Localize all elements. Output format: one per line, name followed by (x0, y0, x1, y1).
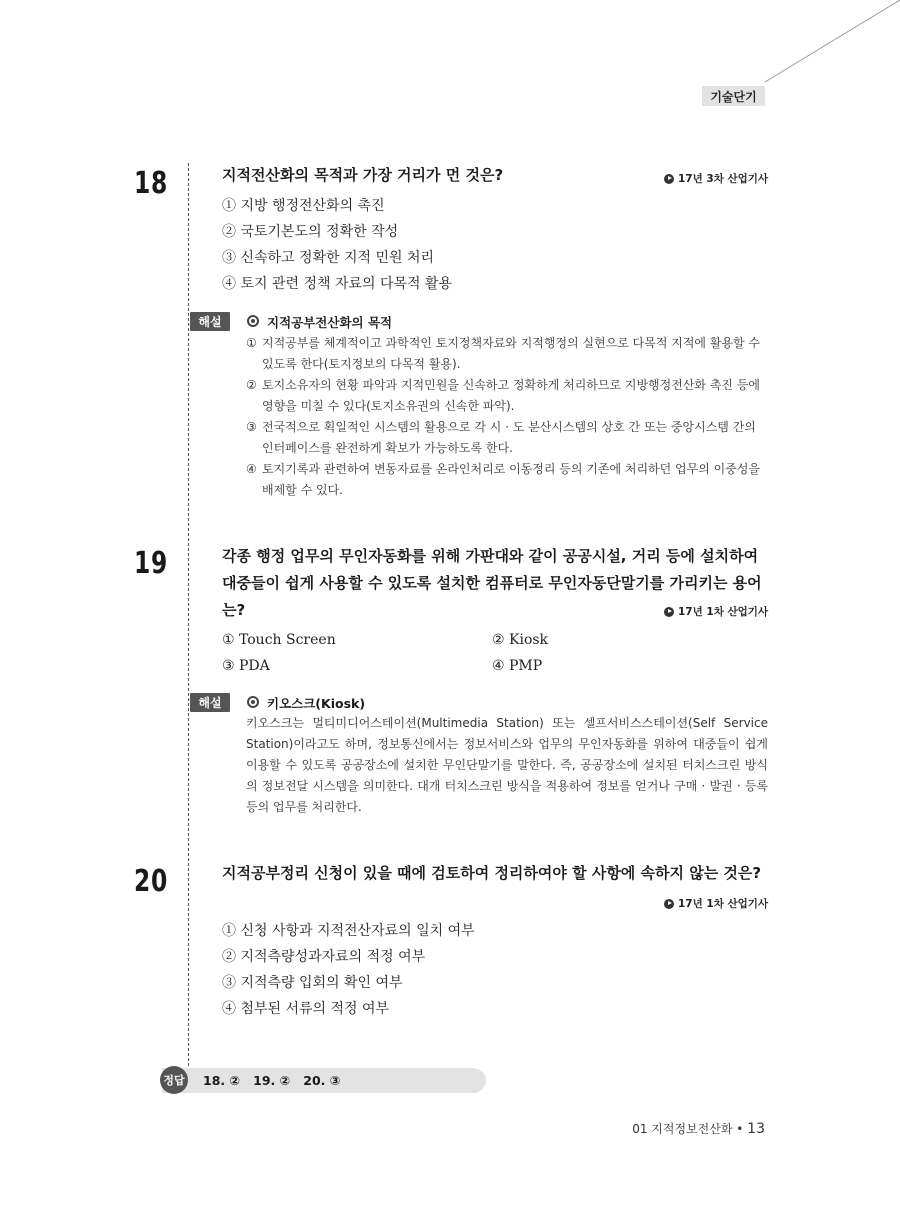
play-icon (664, 174, 674, 184)
option: ③ PDA (222, 658, 270, 674)
corner-decoration (0, 0, 900, 110)
option: ④ 토지 관련 정책 자료의 다목적 활용 (222, 276, 453, 292)
header-tab: 기술단기 (702, 86, 765, 106)
option: ② Kiosk (492, 632, 549, 648)
question-text: 지적공부정리 신청이 있을 때에 검토하여 정리하여야 할 사항에 속하지 않는 것은? (222, 864, 762, 882)
explanation-badge: 해설 (190, 312, 230, 331)
question-text: 각종 행정 업무의 무인자동화를 위해 가판대와 같이 공공시설, 거리 등에 설치하여 대중들이 쉽게 사용할 수 있도록 설치한 컴퓨터로 무인자동단말기를 가리키는 용어는? (222, 547, 762, 619)
option: ③ 신속하고 정확한 지적 민원 처리 (222, 250, 435, 266)
magnifier-icon (247, 315, 259, 327)
option: ① Touch Screen (222, 632, 336, 648)
option: ① 신청 사항과 지적전산자료의 일치 여부 (222, 923, 475, 939)
option: ② 지적측량성과자료의 적정 여부 (222, 949, 426, 965)
explanation-item: ④ 토지기록과 관련하여 변동자료를 온라인처리로 이동정리 등의 기존에 처리하던 업무의 이중성을 배제할 수 있다. (246, 462, 761, 497)
option: ④ PMP (492, 658, 543, 674)
answer-text: 18. ② 19. ② 20. ③ (203, 1073, 341, 1088)
chapter-title: 01 지적정보전산화 (632, 1122, 733, 1136)
play-icon (664, 899, 674, 909)
explanation-item: ② 토지소유자의 현황 파악과 지적민원을 신속하고 정확하게 처리하므로 지방행정전산화 촉진 등에 영향을 미칠 수 있다(토지소유권의 신속한 파악). (246, 378, 761, 413)
question-text: 지적전산화의 목적과 가장 거리가 먼 것은? (222, 166, 504, 184)
page-number: 13 (747, 1121, 765, 1137)
page-footer (632, 1120, 765, 1137)
explanation-paragraph: 키오스크는 멀티미디어스테이션(Multimedia Station) 또는 셀프서비스스테이션(Self Service Station)이라고도 하며, 정보통신에서는 정보서비스와 업무의 무인자동화를 위하여 대중들이 쉽게 이용할 수 있도록 공공장소에 설치한 무인단말기를 말한다. 즉, 공공장소에 설치된 터치스크린 방식의 정보전달 시스템을 의미한다. 대개 터치스크린 방식을 적용하여 정보를 얻거나 구매 · 발권 · 등록 등의 업무를 처리한다. (246, 716, 768, 814)
question-number: 20 (134, 864, 169, 899)
question-source: 17년 1차 산업기사 (664, 896, 768, 911)
question-number: 18 (134, 166, 169, 201)
option: ④ 첨부된 서류의 적정 여부 (222, 1001, 390, 1017)
explanation-item: ③ 전국적으로 획일적인 시스템의 활용으로 각 시 · 도 분산시스템의 상호 간 또는 중앙시스템 간의 인터페이스를 완전하게 확보가 가능하도록 한다. (246, 420, 756, 455)
explanation-badge: 해설 (190, 693, 230, 712)
explanation-title: 지적공부전산화의 목적 (267, 315, 393, 330)
play-icon (664, 607, 674, 617)
option: ② 국토기본도의 정확한 작성 (222, 224, 399, 240)
option: ① 지방 행정전산화의 촉진 (222, 198, 385, 214)
magnifier-icon (247, 696, 259, 708)
explanation-list (246, 333, 768, 501)
question-source: 17년 3차 산업기사 (664, 171, 768, 186)
explanation-title: 키오스크(Kiosk) (267, 696, 366, 711)
option-list (222, 193, 452, 297)
question-source: 17년 1차 산업기사 (664, 604, 768, 619)
footer-bullet: • (736, 1122, 744, 1136)
dashed-divider (188, 163, 189, 1081)
answer-label: 정답 (160, 1066, 188, 1094)
option-list (222, 918, 475, 1022)
question-number: 19 (134, 546, 169, 581)
option: ③ 지적측량 입회의 확인 여부 (222, 975, 403, 991)
explanation-item: ① 지적공부를 체계적이고 과학적인 토지정책자료와 지적행정의 실현으로 다목적 지적에 활용할 수 있도록 한다(토지정보의 다목적 활용). (246, 336, 761, 371)
